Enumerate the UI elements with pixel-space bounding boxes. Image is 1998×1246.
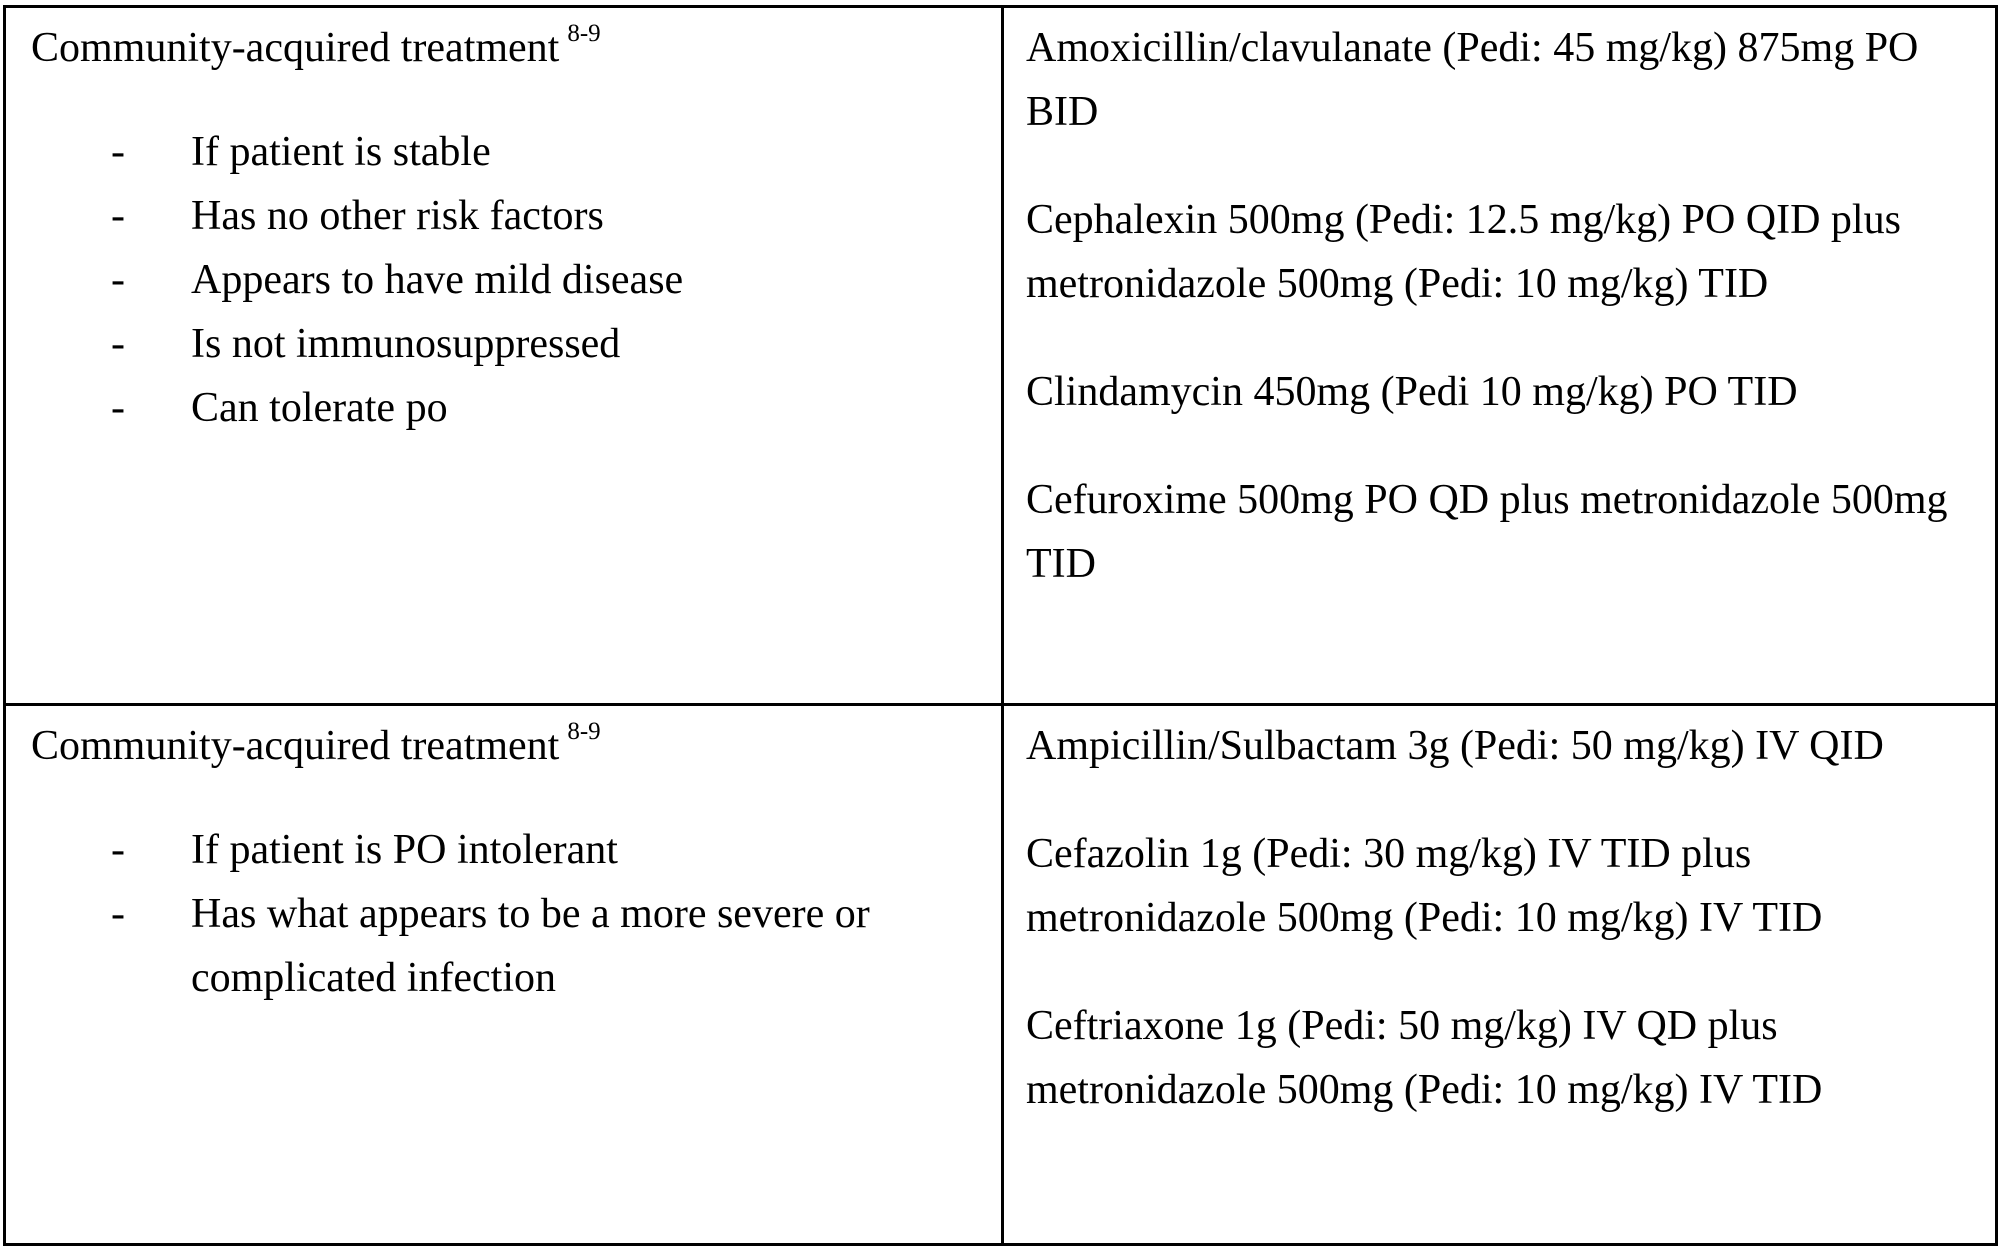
regimen-text: Cephalexin 500mg (Pedi: 12.5 mg/kg) PO QID plus metronidazole 500mg (Pedi: 10 mg/kg) TID [1026, 197, 1901, 307]
criteria-item: - Is not immunosuppressed [31, 312, 1001, 376]
table-row [5, 7, 1997, 705]
bullet-dash: - [111, 891, 125, 937]
regimen-cell [1003, 7, 1997, 705]
regimen-cell [1003, 705, 1997, 1245]
treatment-table [3, 5, 1998, 1246]
bullet-dash: - [111, 321, 125, 367]
criteria-item: - Has no other risk factors [31, 184, 1001, 248]
regimen-text: Ceftriaxone 1g (Pedi: 50 mg/kg) IV QD plus metronidazole 500mg (Pedi: 10 mg/kg) IV TID [1026, 1003, 1823, 1113]
criteria-cell [5, 705, 1003, 1245]
regimen-text: Amoxicillin/clavulanate (Pedi: 45 mg/kg) 875mg PO BID [1026, 25, 1919, 135]
regimen-text: Ampicillin/Sulbactam 3g (Pedi: 50 mg/kg) IV QID [1026, 723, 1884, 769]
regimen-text: Cefazolin 1g (Pedi: 30 mg/kg) IV TID plus metronidazole 500mg (Pedi: 10 mg/kg) IV TID [1026, 831, 1823, 941]
criteria-cell [5, 7, 1003, 705]
criteria-title: Community-acquired treatment $^{8-9}$ [31, 718, 601, 769]
table-row [5, 705, 1997, 1245]
regimen-text: Cefuroxime 500mg PO QD plus metronidazole 500mg TID [1026, 477, 1948, 587]
reference-superscript: 8-9 [567, 718, 601, 745]
criteria-list [31, 120, 1001, 440]
criteria-item: - Appears to have mild disease [31, 248, 1001, 312]
criteria-item: - If patient is stable [31, 120, 1001, 184]
bullet-dash: - [111, 129, 125, 175]
bullet-dash: - [111, 193, 125, 239]
reference-superscript: 8-9 [567, 20, 601, 47]
bullet-dash: - [111, 257, 125, 303]
regimen-text: Clindamycin 450mg (Pedi 10 mg/kg) PO TID [1026, 369, 1798, 415]
criteria-title: Community-acquired treatment $^{8-9}$ [31, 20, 601, 71]
criteria-item: - Has what appears to be a more severe or complicated infection [31, 882, 1001, 1010]
bullet-dash: - [111, 385, 125, 431]
criteria-list [31, 818, 1001, 1010]
criteria-item: - If patient is PO intolerant [31, 818, 1001, 882]
bullet-dash: - [111, 827, 125, 873]
criteria-item: - Can tolerate po [31, 376, 1001, 440]
